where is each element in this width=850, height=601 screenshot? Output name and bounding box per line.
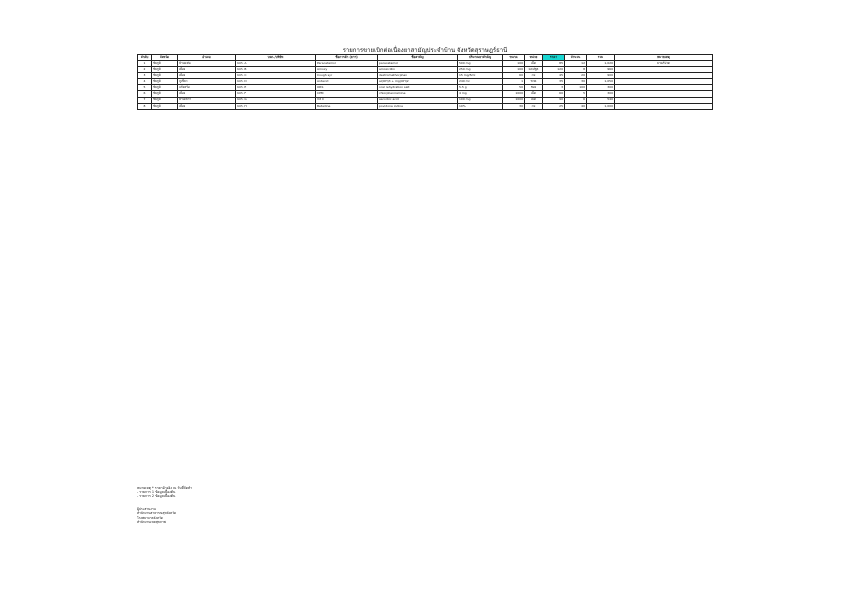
table-cell: 35 — [543, 79, 565, 85]
table-cell: 50 — [503, 85, 525, 91]
header-generic: ชื่อสามัญ — [378, 55, 458, 61]
table-cell: 60 — [543, 91, 565, 97]
table-cell: 960 — [587, 67, 615, 73]
table-cell: ชัยภูมิ — [152, 61, 178, 67]
header-total: รวม — [587, 55, 615, 61]
table-cell: 7 — [138, 97, 152, 103]
table-cell: บจก. D — [236, 79, 316, 85]
table-cell: 8 — [138, 103, 152, 109]
table-row — [138, 103, 713, 109]
table-cell: บจก. E — [236, 85, 316, 91]
table-cell: ml — [525, 73, 543, 79]
table-cell: 100 — [565, 85, 587, 91]
contacts — [137, 507, 176, 524]
footnote-line: - รายการ 1 ข้อมูลเบื้องต้น — [137, 490, 176, 495]
table-cell: 300 — [587, 91, 615, 97]
table-cell: ซอง — [525, 85, 543, 91]
table-cell: บ้านเขว้า — [178, 97, 236, 103]
contacts-heading: ผู้ประสานงาน — [137, 507, 156, 511]
header-notes: หมายเหตุ — [615, 55, 713, 61]
table-cell: 1 — [138, 61, 152, 67]
table-cell: บ้านแท่น — [178, 61, 236, 67]
table-cell: povidone iodine — [378, 103, 458, 109]
table-cell: 1,020 — [587, 61, 615, 67]
table-cell: 250 mg — [458, 67, 503, 73]
table-cell: Antacid — [316, 79, 378, 85]
table-cell: 4 — [138, 79, 152, 85]
header-company: บจก./บริษัท — [236, 55, 316, 61]
table-cell: 30 — [565, 79, 587, 85]
table-cell: ชัยภูมิ — [152, 67, 178, 73]
table-cell: 1 — [503, 79, 525, 85]
table-cell: 10% — [458, 103, 503, 109]
table-cell: ภูเขียว — [178, 79, 236, 85]
table-cell: บจก. B — [236, 67, 316, 73]
table-cell: ORS — [316, 85, 378, 91]
table-cell: 20 — [565, 73, 587, 79]
table-cell: 60 — [503, 73, 525, 79]
table-cell: Cough syr — [316, 73, 378, 79]
table-cell: เมือง — [178, 103, 236, 109]
table-cell: บจก. G — [236, 97, 316, 103]
table-cell: 3 — [543, 85, 565, 91]
table-cell: 6 — [138, 91, 152, 97]
table-cell: ยาแก้ปวด — [615, 61, 713, 67]
table-cell: แคปซูล — [525, 67, 543, 73]
header-qty: จำนวน — [565, 55, 587, 61]
table-cell: Vit C — [316, 97, 378, 103]
table-body — [138, 61, 713, 110]
table-cell: 4 mg — [458, 91, 503, 97]
table-cell: ชัยภูมิ — [152, 91, 178, 97]
table-cell: บจก. C — [236, 73, 316, 79]
table-cell: 900 — [587, 73, 615, 79]
table-cell: Paracetamol — [316, 61, 378, 67]
table-cell: 85 — [543, 61, 565, 67]
table-cell: 1000 — [503, 97, 525, 103]
header-district: อำเภอ — [178, 55, 236, 61]
table-cell: บจก. F — [236, 91, 316, 97]
table-cell: 25 — [543, 103, 565, 109]
table-cell: 5 — [138, 85, 152, 91]
table-cell: เมือง — [178, 91, 236, 97]
table-cell: ชัยภูมิ — [152, 79, 178, 85]
table-cell: 1,050 — [587, 79, 615, 85]
table-cell: 1,000 — [587, 103, 615, 109]
table-cell: เมือง — [178, 73, 236, 79]
table-cell: paracetamol — [378, 61, 458, 67]
table-cell: 120 — [543, 67, 565, 73]
table-cell: 8 — [565, 67, 587, 73]
table-cell: 1000 — [503, 91, 525, 97]
table-cell: 500 mg — [458, 61, 503, 67]
footnote-line: หมายเหตุ * ราคาอ้างอิง ณ วันที่จัดทำ — [137, 486, 193, 490]
table-cell: amoxicillin — [378, 67, 458, 73]
table-cell: Amoxy — [316, 67, 378, 73]
table-cell: ชัยภูมิ — [152, 97, 178, 103]
table-cell: 240 ml — [458, 79, 503, 85]
table-cell: แก้งคร้อ — [178, 85, 236, 91]
table-cell: เม็ด — [525, 97, 543, 103]
table-cell: บจก. A — [236, 61, 316, 67]
table-cell: 90 — [543, 97, 565, 103]
footnotes — [137, 486, 192, 499]
table-cell: Betadine — [316, 103, 378, 109]
table-cell: al(OH)3 + mg(OH)2 — [378, 79, 458, 85]
table-cell: ขวด — [525, 79, 543, 85]
table-cell: 12 — [565, 61, 587, 67]
table-cell: 300 — [587, 85, 615, 91]
table-cell: dextromethorphan — [378, 73, 458, 79]
table-cell — [615, 103, 713, 109]
header-unit: หน่วย — [525, 55, 543, 61]
table-cell: 45 — [543, 73, 565, 79]
header-no: ลำดับ — [138, 55, 152, 61]
table-cell: 30 — [503, 103, 525, 109]
header-size: ขนาด — [503, 55, 525, 61]
table-cell: 100 — [503, 67, 525, 73]
table-cell: chlorpheniramine — [378, 91, 458, 97]
contact-line: สำนักงานเขตสุขภาพ — [137, 519, 166, 524]
table-cell: ml — [525, 103, 543, 109]
table-cell: ascorbic acid — [378, 97, 458, 103]
table-cell: ชัยภูมิ — [152, 73, 178, 79]
footnote-line: - รายการ 2 ข้อมูลเบื้องต้น — [137, 494, 176, 499]
table-cell: 5 — [565, 91, 587, 97]
header-province: จังหวัด — [152, 55, 178, 61]
drug-list-table — [137, 54, 713, 110]
table-cell: 2 — [138, 67, 152, 73]
table-cell: 15 mg/5ml — [458, 73, 503, 79]
table-cell: 40 — [565, 103, 587, 109]
table-cell: ชัยภูมิ — [152, 85, 178, 91]
document-title: รายการขายเบิกต่อเนื่องยาสามัญประจำบ้าน จังหวัดสุราษฎร์ธานี — [342, 47, 508, 54]
header-price: ราคา — [543, 55, 565, 61]
contact-line: สำนักงานสาธารณสุขจังหวัด — [137, 511, 177, 516]
table-cell: CPM — [316, 91, 378, 97]
header-trade-name: ชื่อการค้า (ยาฯ) — [316, 55, 378, 61]
table-cell: เมือง — [178, 67, 236, 73]
table-cell: 3 — [138, 73, 152, 79]
table-cell: 100 mg — [458, 97, 503, 103]
table-cell: 5.5 g — [458, 85, 503, 91]
table-cell: เม็ด — [525, 61, 543, 67]
table-cell: 540 — [587, 97, 615, 103]
header-content: ปริมาณยาสำคัญ — [458, 55, 503, 61]
table-cell: 100 — [503, 61, 525, 67]
contact-line: โรงพยาบาลจังหวัด — [137, 515, 163, 520]
table-cell: เม็ด — [525, 91, 543, 97]
table-cell: oral rehydration salt — [378, 85, 458, 91]
table-cell: บจก. H — [236, 103, 316, 109]
table-cell: ชัยภูมิ — [152, 103, 178, 109]
table-cell: 6 — [565, 97, 587, 103]
